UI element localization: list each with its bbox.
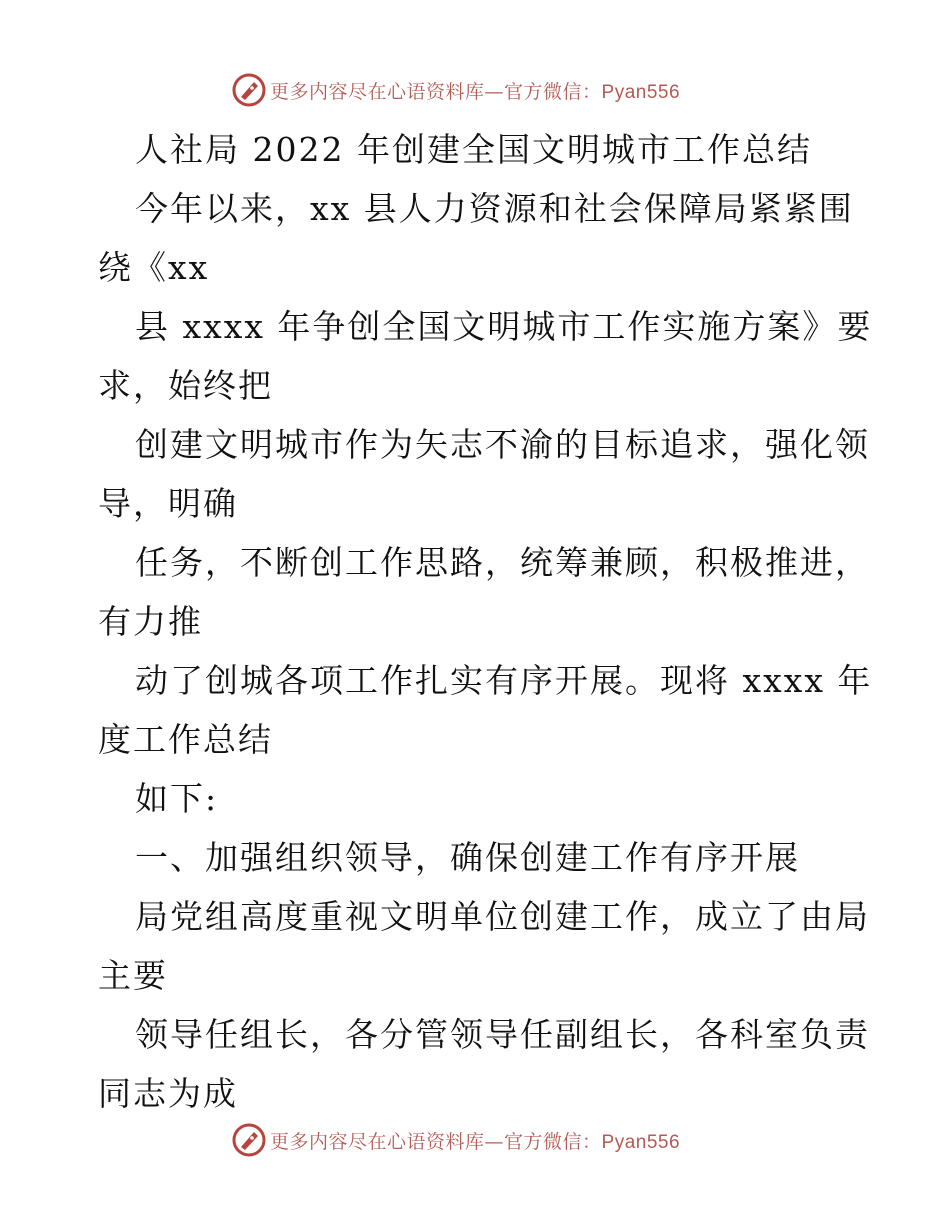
text-line: 动了创城各项工作扎实有序开展。现将 xxxx 年 [135, 661, 873, 700]
text-line: 有力推 [98, 602, 203, 641]
text-line: 同志为成 [98, 1074, 238, 1113]
header-watermark [232, 70, 732, 110]
text-line: 县 xxxx 年争创全国文明城市工作实施方案》要 [135, 307, 873, 346]
text-line: 绕《xx [98, 248, 210, 287]
watermark-text: 更多内容尽在心语资料库—官方微信：Pyan556 [270, 1130, 681, 1153]
text-line: 今年以来，xx 县人力资源和社会保障局紧紧围 [135, 189, 854, 228]
text-line: 领导任组长，各分管领导任副组长，各科室负责 [135, 1015, 870, 1054]
text-line: 主要 [98, 956, 168, 995]
text-line: 度工作总结 [98, 720, 273, 759]
text-line: 如下: [135, 779, 219, 818]
document-body [98, 120, 873, 1123]
footer-watermark [232, 1120, 732, 1160]
text-line: 求，始终把 [98, 366, 273, 405]
text-line: 导，明确 [98, 484, 238, 523]
text-line: 人社局 2022 年创建全国文明城市工作总结 [135, 130, 812, 169]
text-line: 创建文明城市作为矢志不渝的目标追求，强化领 [135, 425, 870, 464]
watermark-text: 更多内容尽在心语资料库—官方微信：Pyan556 [270, 80, 681, 103]
text-line: 任务，不断创工作思路，统筹兼顾，积极推进， [135, 543, 870, 582]
pen-nib-logo-icon [232, 73, 266, 107]
text-line: 局党组高度重视文明单位创建工作，成立了由局 [135, 897, 870, 936]
pen-nib-logo-icon [232, 1123, 266, 1157]
section-heading: 一、加强组织领导，确保创建工作有序开展 [135, 838, 800, 877]
